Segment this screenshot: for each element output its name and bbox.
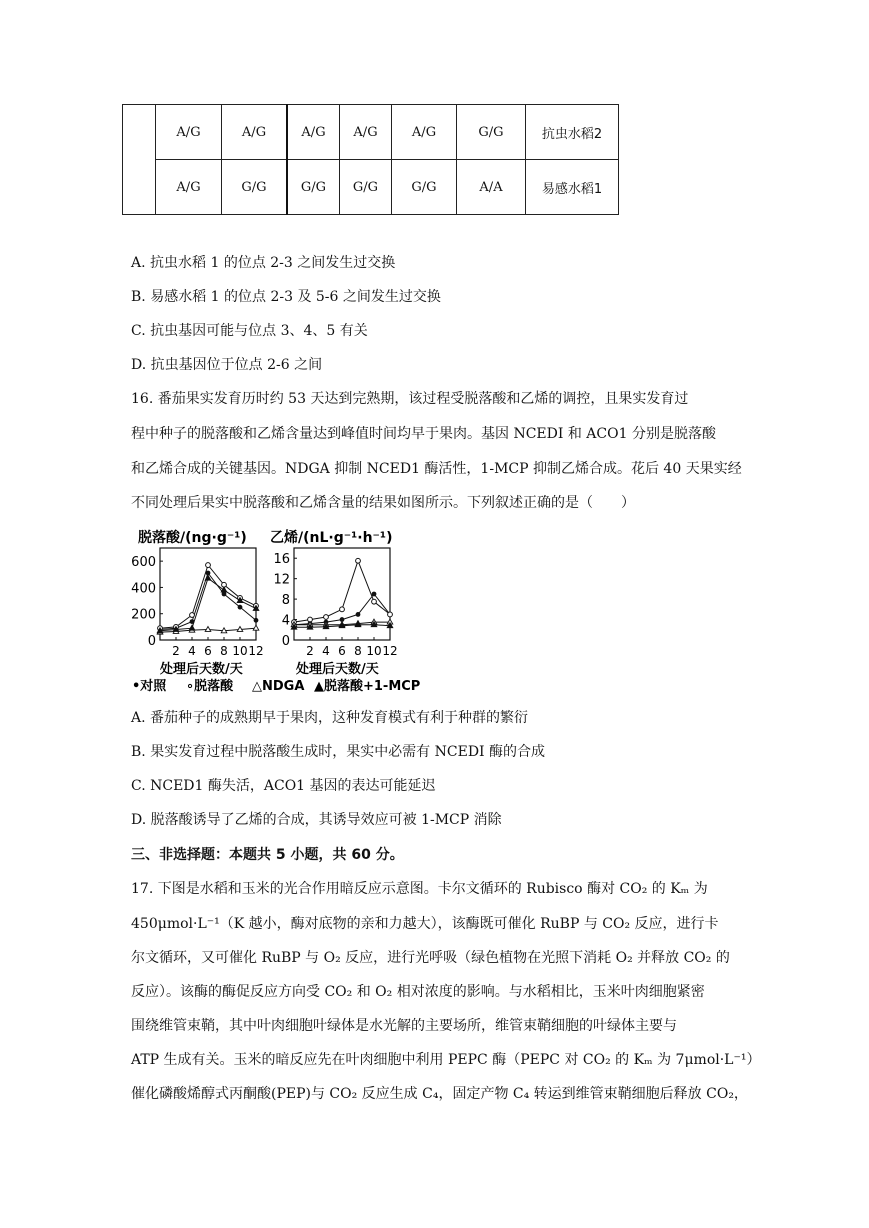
table-cell: G/G (392, 160, 457, 215)
q17-line-3: 尔文循环，又可催化 RuBP 与 O₂ 反应，进行光呼吸（绿色植物在光照下消耗 O₂ 并释放 CO₂ 的 (131, 950, 730, 966)
q16-line-4: 不同处理后果实中脱落酸和乙烯含量的结果如图所示。下列叙述正确的是（ ） (131, 495, 635, 511)
data-point (206, 563, 211, 568)
q15-option-d: D. 抗虫基因位于位点 2-6 之间 (131, 357, 323, 373)
q17-line-6: ATP 生成有关。玉米的暗反应先在叶肉细胞中利用 PEPC 酶（PEPC 对 CO₂ 的 Kₘ 为 7μmol·L⁻¹） (131, 1052, 761, 1068)
x-tick-label: 4 (322, 644, 330, 658)
table-cell: A/G (392, 105, 457, 160)
y-tick-label: 0 (147, 634, 156, 649)
q17-line-7: 催化磷酸烯醇式丙酮酸(PEP)与 CO₂ 反应生成 C₄，固定产物 C₄ 转运到维管束鞘细胞后释放 CO₂， (131, 1086, 748, 1102)
q16-figure (128, 522, 448, 697)
table-cell: G/G (340, 160, 392, 215)
data-point (254, 618, 259, 623)
data-point (221, 587, 227, 592)
x-tick-label: 12 (382, 644, 398, 658)
x-tick-label: 6 (338, 644, 346, 658)
table-cell: A/A (457, 160, 526, 215)
legend-item: ▲脱落酸+1-MCP (314, 679, 421, 694)
q16-option-b: B. 果实发育过程中脱落酸生成时，果实中必需有 NCEDI 酶的合成 (131, 744, 546, 760)
table-row (123, 160, 619, 215)
q16-line-2: 程中种子的脱落酸和乙烯含量达到峰值时间均早于果肉。基因 NCEDI 和 ACO1 分别是脱落酸 (131, 426, 716, 442)
q15-option-c: C. 抗虫基因可能与位点 3、4、5 有关 (131, 323, 368, 339)
y-tick-label: 600 (131, 555, 156, 571)
series-line (294, 561, 390, 622)
table-cell (123, 105, 156, 215)
x-tick-label: 10 (366, 644, 382, 658)
table-cell: G/G (457, 105, 526, 160)
data-point (388, 612, 393, 617)
q15-option-a: A. 抗虫水稻 1 的位点 2-3 之间发生过交换 (131, 255, 396, 271)
data-point (324, 615, 329, 620)
x-axis-label: 处理后天数/天 (296, 662, 379, 677)
x-tick-label: 12 (248, 644, 264, 658)
section-heading: 三、非选择题：本题共 5 小题，共 60 分。 (131, 847, 404, 863)
chart-title: 乙烯/(nL·g⁻¹·h⁻¹) (270, 530, 393, 546)
q16-option-d: D. 脱落酸诱导了乙烯的合成，其诱导效应可被 1-MCP 消除 (131, 812, 502, 828)
table-cell: A/G (287, 105, 340, 160)
q17-line-1: 17. 下图是水稻和玉米的光合作用暗反应示意图。卡尔文循环的 Rubisco 酶对 CO₂ 的 Kₘ 为 (131, 881, 708, 897)
y-tick-label: 12 (273, 572, 290, 588)
ethylene-chart (270, 529, 398, 677)
q17-line-4: 反应）。该酶的酶促反应方向受 CO₂ 和 O₂ 相对浓度的影响。与水稻相比，玉米叶肉细胞紧密 (131, 984, 705, 1000)
q16-line-1: 16. 番茄果实发育历时约 53 天达到完熟期，该过程受脱落酸和乙烯的调控，且果实发育过 (131, 391, 689, 407)
x-tick-label: 2 (172, 644, 180, 658)
q17-line-5: 围绕维管束鞘，其中叶肉细胞叶绿体是水光解的主要场所，维管束鞘细胞的叶绿体主要与 (131, 1018, 677, 1034)
abscisic-acid-chart (131, 529, 263, 677)
y-tick-label: 16 (273, 552, 290, 568)
q17-line-2: 450μmol·L⁻¹（K 越小，酶对底物的亲和力越大），该酶既可催化 RuBP 与 CO₂ 反应，进行卡 (131, 916, 719, 932)
x-tick-label: 4 (188, 644, 196, 658)
y-tick-label: 400 (131, 581, 156, 597)
data-point (340, 607, 345, 612)
y-tick-label: 4 (281, 613, 290, 629)
series-line (160, 578, 256, 631)
table-cell: A/G (156, 160, 222, 215)
x-tick-label: 10 (232, 644, 248, 658)
data-point (189, 625, 195, 630)
table-cell: A/G (340, 105, 392, 160)
data-point (238, 605, 243, 610)
data-point (356, 612, 361, 617)
data-point (356, 558, 361, 563)
q16-line-3: 和乙烯合成的关键基因。NDGA 抑制 NCED1 酶活性，1-MCP 抑制乙烯合成。花后 40 天果实经 (131, 461, 742, 477)
legend-item: ∘脱落酸 (186, 679, 234, 694)
table-cell: G/G (287, 160, 340, 215)
table-row (123, 105, 619, 160)
q16-option-c: C. NCED1 酶失活，ACO1 基因的表达可能延迟 (131, 778, 436, 794)
x-tick-label: 8 (354, 644, 362, 658)
x-axis-label: 处理后天数/天 (160, 662, 243, 677)
genotype-table (122, 104, 619, 215)
q15-option-b: B. 易感水稻 1 的位点 2-3 及 5-6 之间发生过交换 (131, 289, 441, 305)
y-tick-label: 8 (281, 593, 290, 609)
table-cell: G/G (222, 160, 288, 215)
x-tick-label: 8 (220, 644, 228, 658)
x-tick-label: 2 (306, 644, 314, 658)
table-cell: 易感水稻1 (526, 160, 619, 215)
y-tick-label: 0 (281, 634, 290, 649)
q16-option-a: A. 番茄种子的成熟期早于果肉，这种发育模式有利于种群的繁衍 (131, 710, 529, 726)
legend-item: •对照 (132, 679, 167, 694)
table-cell: 抗虫水稻2 (526, 105, 619, 160)
data-point (205, 626, 211, 631)
table-cell: A/G (222, 105, 288, 160)
y-tick-label: 200 (131, 607, 156, 623)
chart-legend (132, 678, 420, 694)
table-cell: A/G (156, 105, 222, 160)
data-point (372, 599, 377, 604)
x-tick-label: 6 (204, 644, 212, 658)
data-point (190, 613, 195, 618)
data-point (253, 625, 259, 630)
legend-item: △NDGA (252, 679, 305, 694)
data-point (372, 592, 377, 597)
chart-title: 脱落酸/(ng·g⁻¹) (138, 530, 247, 546)
